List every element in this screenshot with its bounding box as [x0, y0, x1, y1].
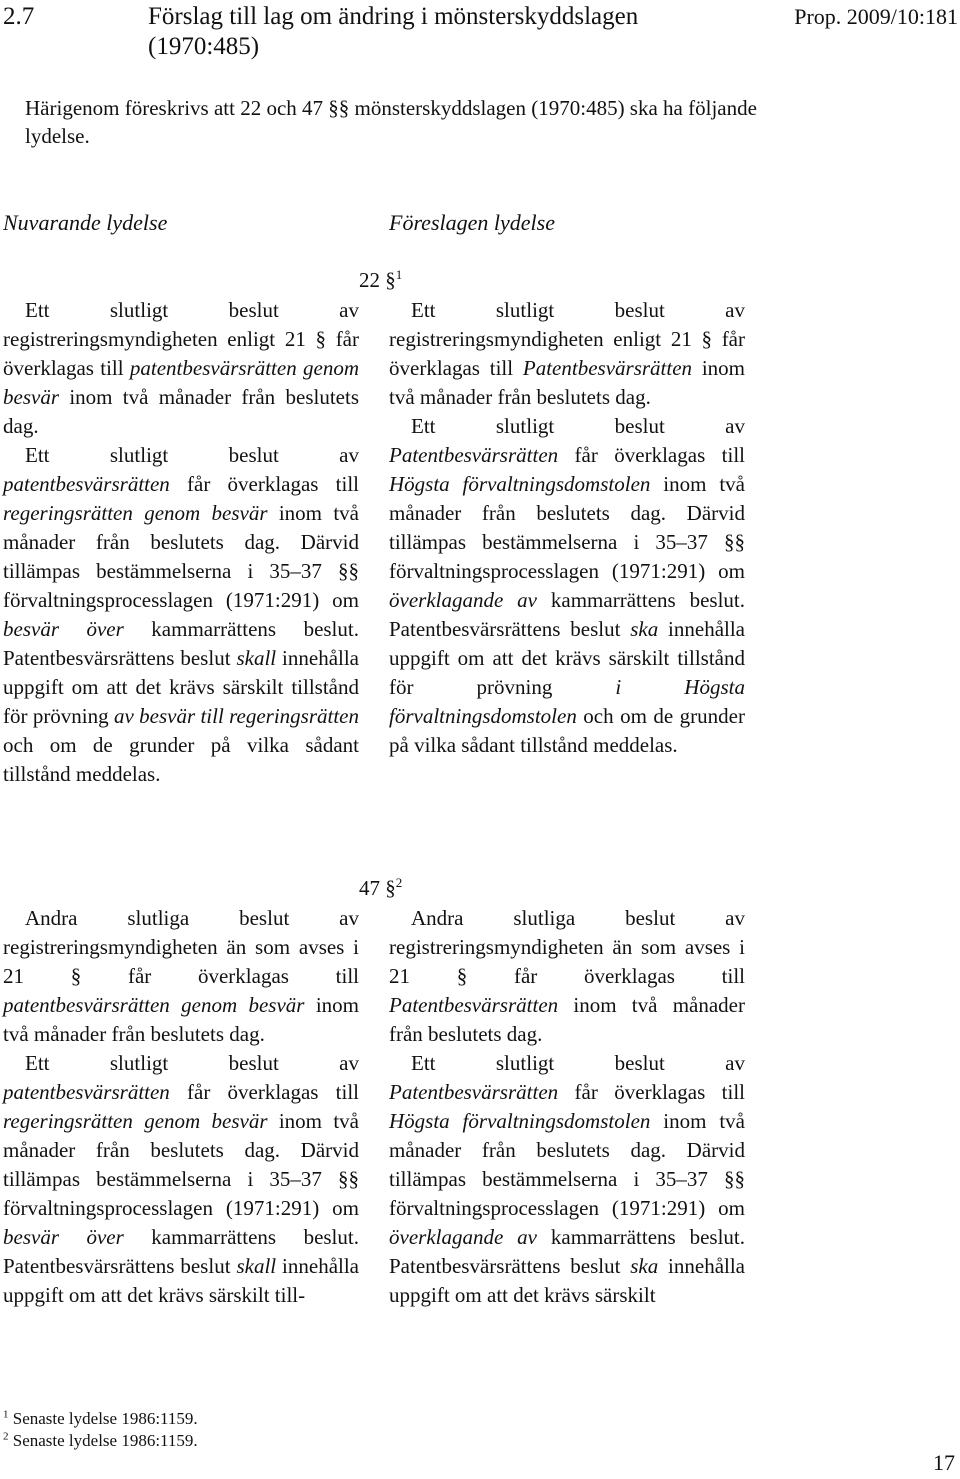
footnote-2: $^2$ Senaste lydelse 1986:1159.	[3, 1430, 198, 1450]
paragraph-number-47: 47 §$^2$	[359, 875, 403, 900]
amended-term: i Högsta förvaltningsdomstolen	[389, 675, 745, 728]
legal-paragraph	[3, 1049, 359, 1310]
text-run: kammarrättens beslut. Patentbesvärsrättens beslut	[389, 588, 745, 641]
text-run: inom två månader från beslutets dag. Därvid tillämpas bestämmelserna i 35–37 §§ förvaltningsprocesslagen (1971:291) om	[3, 501, 359, 612]
text-run: Andra slutliga beslut av registreringsmyndigheten än som avses i 21 § får överklagas till	[389, 906, 745, 988]
text-run: kammarrättens beslut. Patentbesvärsrättens beslut	[3, 1225, 359, 1278]
text-run: får överklagas till	[558, 1080, 745, 1104]
text-run: och om de grunder på vilka sådant tillstånd meddelas.	[3, 733, 359, 786]
legal-paragraph	[389, 412, 745, 760]
text-run: Ett slutligt beslut av	[411, 414, 745, 438]
text-run: inom två månader från beslutets dag.	[3, 385, 359, 438]
proposed-text-47	[389, 904, 745, 1310]
amended-term: skall	[236, 1254, 277, 1278]
text-run: inom två månader från beslutets dag.	[389, 356, 745, 409]
intro-paragraph: Härigenom föreskrivs att 22 och 47 §§ mönsterskyddslagen (1970:485) ska ha följande lydelse.	[25, 96, 757, 148]
amended-term: regeringsrätten genom besvär	[3, 1109, 268, 1133]
footnote-ref-2: 2	[395, 875, 403, 890]
text-run: inom två månader från beslutets dag. Därvid tillämpas bestämmelserna i 35–37 §§ förvaltningsprocesslagen (1971:291) om	[3, 1109, 359, 1220]
proposition-reference: Prop. 2009/10:181	[794, 4, 958, 29]
amended-term: Patentbesvärsrätten	[389, 993, 559, 1017]
text-run: kammarrättens beslut. Patentbesvärsrättens beslut	[3, 617, 359, 670]
legal-paragraph	[389, 904, 745, 1049]
amended-term: skall	[236, 646, 277, 670]
amended-term: Patentbesvärsrätten	[389, 443, 559, 467]
amended-term: av besvär till regeringsrätten	[113, 704, 359, 728]
text-run: Ett slutligt beslut av	[25, 1051, 359, 1075]
legal-paragraph	[389, 296, 745, 412]
text-run: Ett slutligt beslut av	[25, 443, 359, 467]
amended-term: patentbesvärsrätten	[3, 472, 170, 496]
amended-term: överklagande av	[389, 1225, 538, 1249]
footnote-ref-1: 1	[395, 267, 403, 282]
amended-term: patentbesvärsrätten genom besvär	[3, 356, 359, 409]
text-run: innehålla uppgift om att det krävs särskilt	[389, 1254, 746, 1307]
page-number: 17	[933, 1450, 955, 1475]
footnotes	[3, 1408, 198, 1452]
text-run: inom två månader från beslutets dag.	[389, 993, 745, 1046]
legal-paragraph	[3, 904, 359, 1049]
proposed-wording-heading: Föreslagen lydelse	[389, 210, 555, 235]
text-run: Ett slutligt beslut av registreringsmyndigheten enligt 21 § får överklagas till	[3, 298, 359, 380]
amended-term: Patentbesvärsrätten	[522, 356, 693, 380]
text-run: inom två månader från beslutets dag.	[3, 993, 359, 1046]
text-run: innehålla uppgift om att det krävs särskilt tillstånd för prövning	[3, 646, 360, 728]
text-run: innehålla uppgift om att det krävs särskilt tillstånd för prövning	[389, 617, 746, 699]
text-run: får överklagas till	[169, 1080, 359, 1104]
text-run: får överklagas till	[169, 472, 359, 496]
text-run: innehålla uppgift om att det krävs särskilt till-	[3, 1254, 360, 1307]
current-wording-heading: Nuvarande lydelse	[3, 210, 168, 235]
footnote-1: $^1$ Senaste lydelse 1986:1159.	[3, 1408, 198, 1428]
amended-term: ska	[630, 617, 659, 641]
amended-term: Patentbesvärsrätten	[389, 1080, 559, 1104]
amended-term: patentbesvärsrätten	[3, 1080, 170, 1104]
text-run: Andra slutliga beslut av registreringsmyndigheten än som avses i 21 § får överklagas till	[3, 906, 359, 988]
amended-term: besvär över	[3, 1225, 124, 1249]
text-run: och om de grunder på vilka sådant tillstånd meddelas.	[389, 704, 745, 757]
amended-term: Högsta förvaltningsdomstolen	[389, 1109, 651, 1133]
amended-term: Högsta förvaltningsdomstolen	[389, 472, 651, 496]
amended-term: överklagande av	[389, 588, 538, 612]
amended-term: besvär över	[3, 617, 124, 641]
legal-paragraph	[389, 1049, 745, 1310]
current-text-22	[3, 296, 359, 789]
current-text-47	[3, 904, 359, 1310]
text-run: inom två månader från beslutets dag. Därvid tillämpas bestämmelserna i 35–37 §§ förvaltningsprocesslagen (1971:291) om	[389, 1109, 745, 1220]
text-run: kammarrättens beslut. Patentbesvärsrättens beslut	[389, 1225, 745, 1278]
amended-term: ska	[630, 1254, 659, 1278]
text-run: inom två månader från beslutets dag. Därvid tillämpas bestämmelserna i 35–37 §§ förvaltningsprocesslagen (1971:291) om	[389, 472, 745, 583]
legal-paragraph	[3, 296, 359, 441]
amended-term: patentbesvärsrätten genom besvär	[3, 993, 305, 1017]
legal-paragraph	[3, 441, 359, 789]
amended-term: regeringsrätten genom besvär	[3, 501, 268, 525]
section-title: Förslag till lag om ändring i mönsterskyddslagen (1970:485)	[148, 3, 639, 60]
text-run: får överklagas till	[558, 443, 745, 467]
text-run: Ett slutligt beslut av	[411, 1051, 745, 1075]
text-run: Ett slutligt beslut av registreringsmyndigheten enligt 21 § får överklagas till	[389, 298, 745, 380]
proposed-text-22	[389, 296, 745, 760]
section-number: 2.7	[3, 3, 35, 30]
paragraph-number-22: 22 §$^1$	[359, 267, 403, 292]
